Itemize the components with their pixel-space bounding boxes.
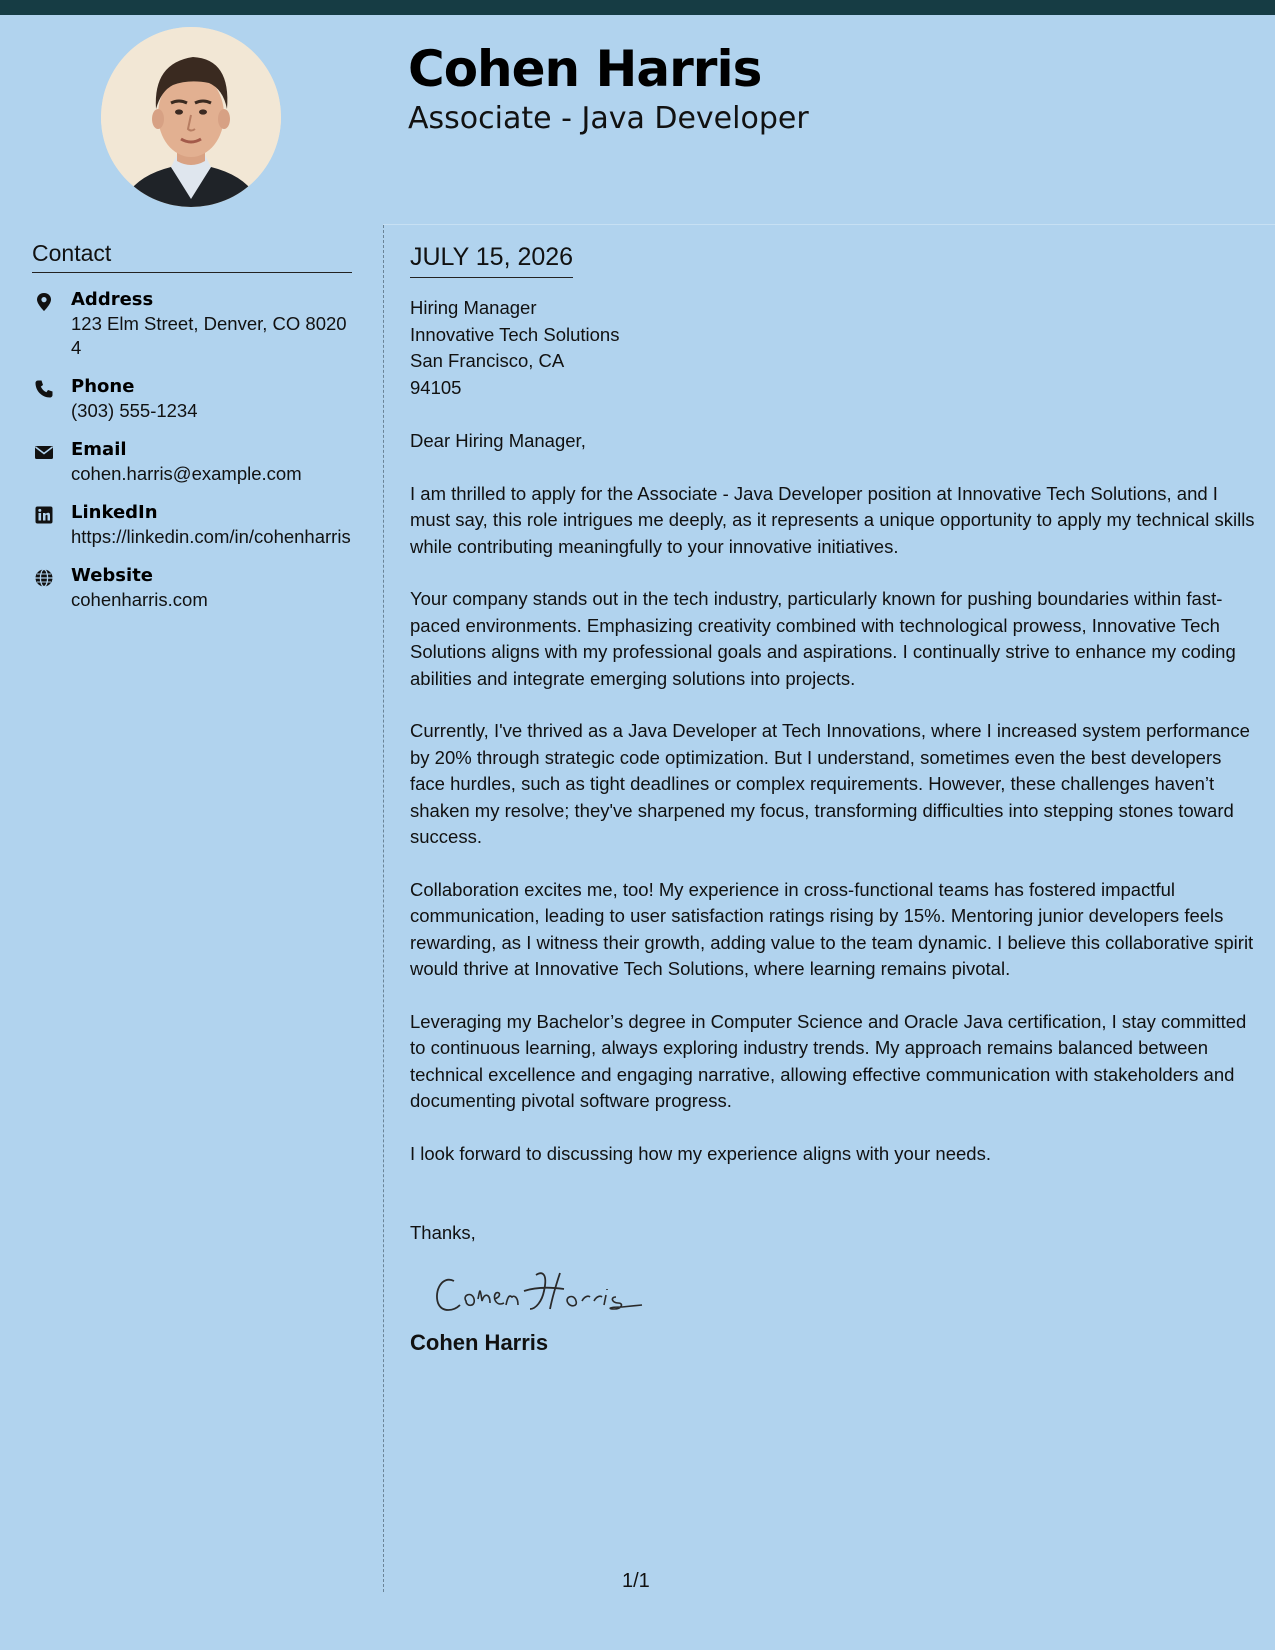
contact-label: Website <box>71 565 154 586</box>
recipient-block <box>410 295 1255 401</box>
contact-label: Phone <box>71 376 135 397</box>
contact-value: cohen.harris@example.com <box>71 463 302 484</box>
body-paragraph: Leveraging my Bachelor’s degree in Computer Science and Oracle Java certification, I stay committed to continuous learning, always exploring industry trends. My approach remains balanced between technical excellence and engaging narrative, allowing effective communication with stakeholders and documenting pivotal software progress. <box>410 1010 1247 1111</box>
cover-letter-body <box>410 240 1255 1356</box>
header-divider <box>383 224 1275 225</box>
top-accent-bar <box>0 0 1275 15</box>
contact-website <box>32 564 352 612</box>
globe-icon <box>34 568 54 588</box>
page-indicator: 1/1 <box>622 1570 650 1592</box>
phone-icon <box>34 379 54 399</box>
letter-date: JULY 15, 2026 <box>410 240 573 278</box>
contact-value: 123 Elm Street, Denver, CO 80204 <box>71 313 347 358</box>
contact-heading: Contact <box>32 240 352 273</box>
contact-label: Address <box>71 289 154 310</box>
contact-phone <box>32 375 352 423</box>
contact-value: (303) 555-1234 <box>71 400 198 421</box>
signer-name: Cohen Harris <box>410 1329 549 1355</box>
contact-sidebar <box>32 240 352 612</box>
contact-email <box>32 438 352 486</box>
body-paragraph: I look forward to discussing how my experience aligns with your needs. <box>410 1142 991 1164</box>
applicant-name: Cohen Harris <box>408 40 762 98</box>
body-paragraph: I am thrilled to apply for the Associate - Java Developer position at Innovative Tech Solutions, and I must say, this role intrigues me deeply, as it represents a unique opportunity to apply my technical skills while contributing meaningfully to your innovative initiatives. <box>410 482 1255 557</box>
handwritten-signature <box>432 1261 652 1321</box>
contact-linkedin <box>32 501 352 549</box>
applicant-title: Associate - Java Developer <box>408 101 809 136</box>
contact-label: Email <box>71 439 127 460</box>
envelope-icon <box>34 442 54 462</box>
contact-address <box>32 288 352 360</box>
recipient-line: San Francisco, CA <box>410 350 565 371</box>
body-paragraph: Collaboration excites me, too! My experience in cross-functional teams has fostered impactful communication, leading to user satisfaction ratings rising by 15%. Mentoring junior developers feels rewarding, as I witness their growth, adding value to the team dynamic. I believe this collaborative spirit would thrive at Innovative Tech Solutions, where learning remains pivotal. <box>410 878 1254 979</box>
linkedin-icon <box>34 505 54 525</box>
contact-value[interactable]: https://linkedin.com/in/cohenharris <box>71 526 351 547</box>
closing-line: Thanks, <box>410 1222 476 1243</box>
salutation: Dear Hiring Manager, <box>410 430 586 451</box>
profile-photo <box>101 27 281 207</box>
recipient-line: Innovative Tech Solutions <box>410 323 620 345</box>
location-pin-icon <box>34 292 54 312</box>
body-paragraph: Your company stands out in the tech industry, particularly known for pushing boundaries within fast-paced environments. Emphasizing creativity combined with technological prowess, Innovative Tech Solutions aligns with my professional goals and aspirations. I continually strive to enhance my coding abilities and integrate emerging solutions into projects. <box>410 588 1236 689</box>
body-paragraph: Currently, I've thrived as a Java Developer at Tech Innovations, where I increased system performance by 20% through strategic code optimization. But I understand, sometimes even the best developers face hurdles, such as tight deadlines or complex requirements. However, these challenges haven’t shaken my resolve; they've sharpened my focus, transforming difficulties into stepping stones toward success. <box>410 720 1250 847</box>
contact-label: LinkedIn <box>71 502 158 523</box>
contact-value[interactable]: cohenharris.com <box>71 589 208 610</box>
column-divider <box>383 225 384 1592</box>
recipient-line: 94105 <box>410 376 462 398</box>
recipient-line: Hiring Manager <box>410 297 537 318</box>
